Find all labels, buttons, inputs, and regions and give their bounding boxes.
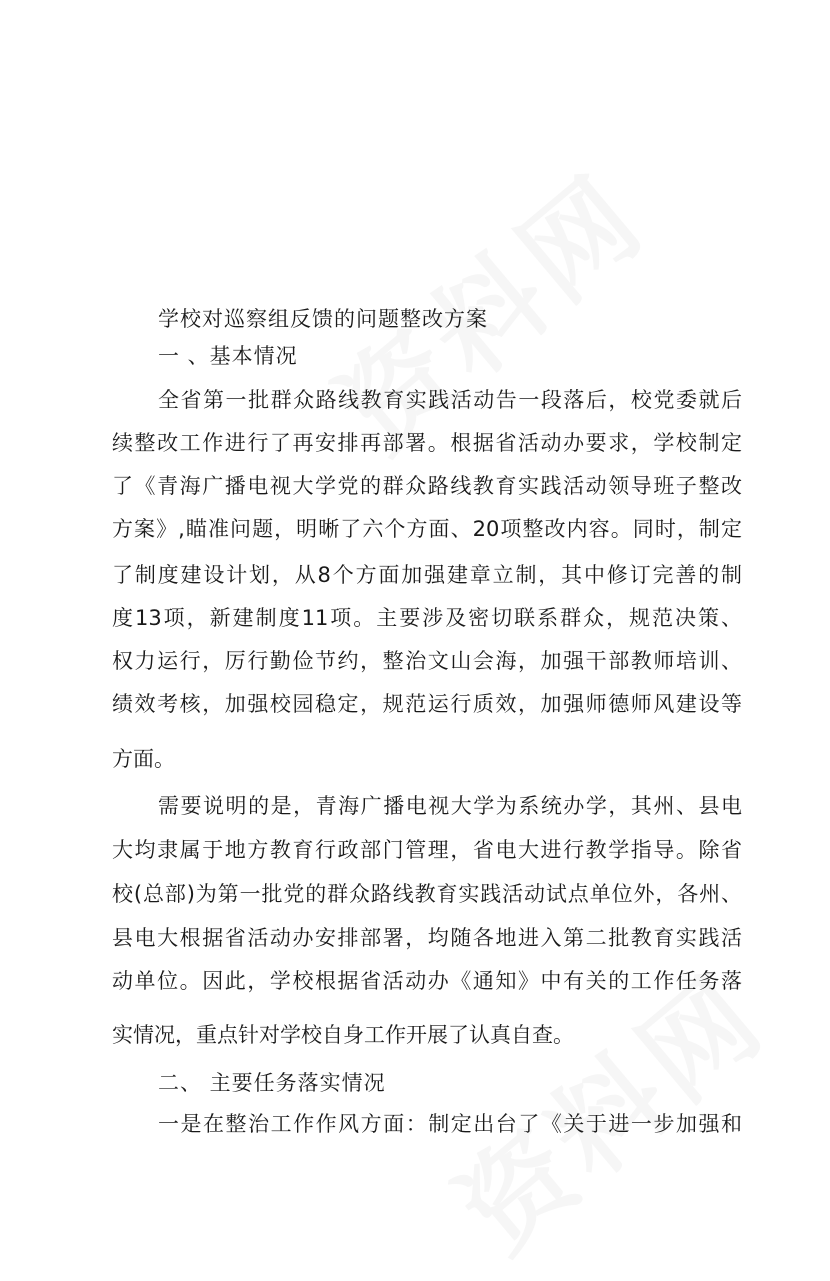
- paragraph-line: 方案》,瞄准问题，明晰了六个方面、20项整改内容。同时，制定: [112, 517, 742, 541]
- paragraph-line: 了制度建设计划，从8个方面加强建章立制，其中修订完善的制: [112, 563, 742, 587]
- paragraph-line: 度13项，新建制度11项。主要涉及密切联系群众，规范决策、: [112, 606, 742, 630]
- paragraph-line: 绩效考核，加强校园稳定，规范运行质效，加强师德师风建设等: [112, 692, 742, 716]
- paragraph-line: 县电大根据省活动办安排部署，均随各地进入第二批教育实践活: [112, 926, 742, 950]
- paragraph-line: 权力运行，厉行勤俭节约，整治文山会海，加强干部教师培训、: [112, 649, 742, 673]
- paragraph-line: 需要说明的是，青海广播电视大学为系统办学，其州、县电: [158, 794, 742, 818]
- paragraph-line: 全省第一批群众路线教育实践活动告一段落后，校党委就后: [158, 388, 742, 412]
- section-heading-main-tasks: 二、 主要任务落实情况: [158, 1071, 386, 1095]
- section-heading-basic-situation: 一 、基本情况: [158, 344, 298, 368]
- paragraph-line: 了《青海广播电视大学党的群众路线教育实践活动领导班子整改: [112, 474, 742, 498]
- paragraph-line: 一是在整治工作作风方面：制定出台了《关于进一步加强和: [158, 1112, 742, 1136]
- paragraph-line: 实情况，重点针对学校自身工作开展了认真自查。: [112, 1023, 574, 1047]
- paragraph-line: 大均隶属于地方教育行政部门管理，省电大进行教学指导。除省: [112, 838, 742, 862]
- paragraph-line: 校(总部)为第一批党的群众路线教育实践活动试点单位外，各州、: [112, 882, 742, 906]
- paragraph-line: 动单位。因此，学校根据省活动办《通知》中有关的工作任务落: [112, 969, 742, 993]
- paragraph-line: 续整改工作进行了再安排再部署。根据省活动办要求，学校制定: [112, 431, 742, 455]
- paragraph-line: 方面。: [112, 747, 175, 771]
- document-title: 学校对巡察组反馈的问题整改方案: [158, 307, 488, 331]
